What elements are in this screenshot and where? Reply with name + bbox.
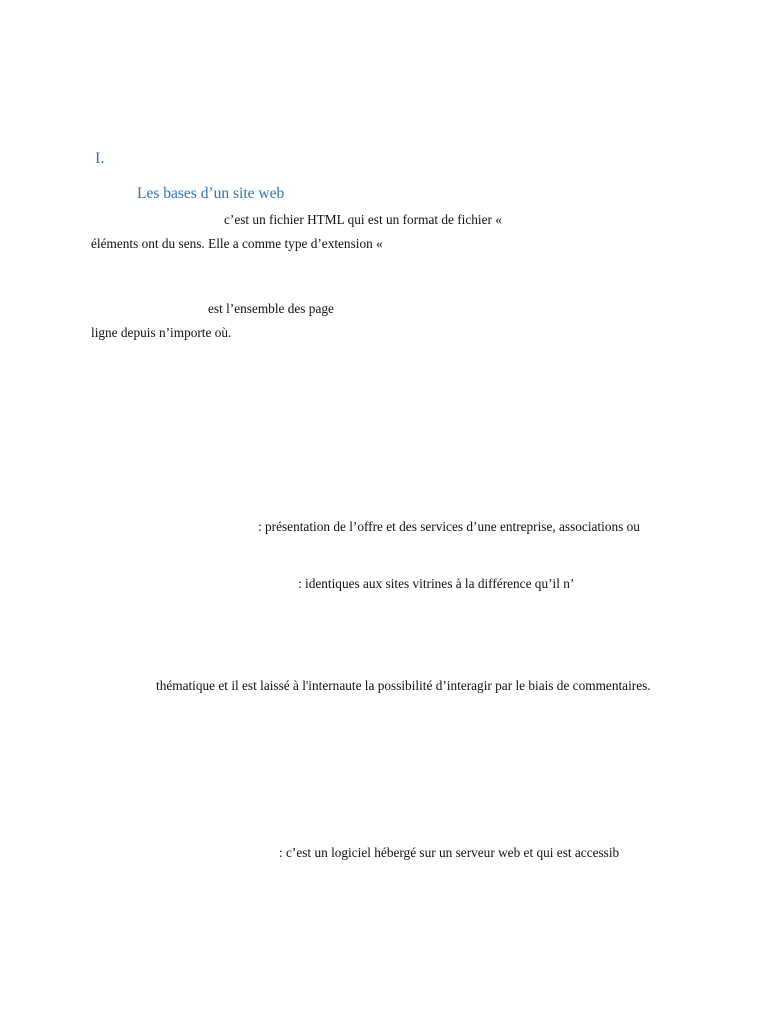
paragraph-line-extension: éléments ont du sens. Elle a comme type d’extension «: [91, 236, 383, 251]
section-title: Les bases d’un site web: [137, 185, 285, 202]
section-number: I.: [95, 150, 105, 167]
paragraph-line-web-application: : c’est un logiciel hébergé sur un serveur web et qui est accessib: [279, 845, 620, 860]
paragraph-line-website: est l’ensemble des page: [208, 301, 334, 316]
paragraph-line-ecommerce-site: : identiques aux sites vitrines à la différence qu’il n’: [298, 576, 575, 591]
paragraph-line-showcase-site: : présentation de l’offre et des services d’une entreprise, associations ou: [258, 519, 640, 534]
paragraph-line-online: ligne depuis n’importe où.: [91, 325, 232, 340]
paragraph-line-blog: thématique et il est laissé à l'internaute la possibilité d’interagir par le biais de commentaires.: [156, 678, 651, 693]
paragraph-line-html-file: c’est un fichier HTML qui est un format de fichier «: [224, 212, 502, 227]
